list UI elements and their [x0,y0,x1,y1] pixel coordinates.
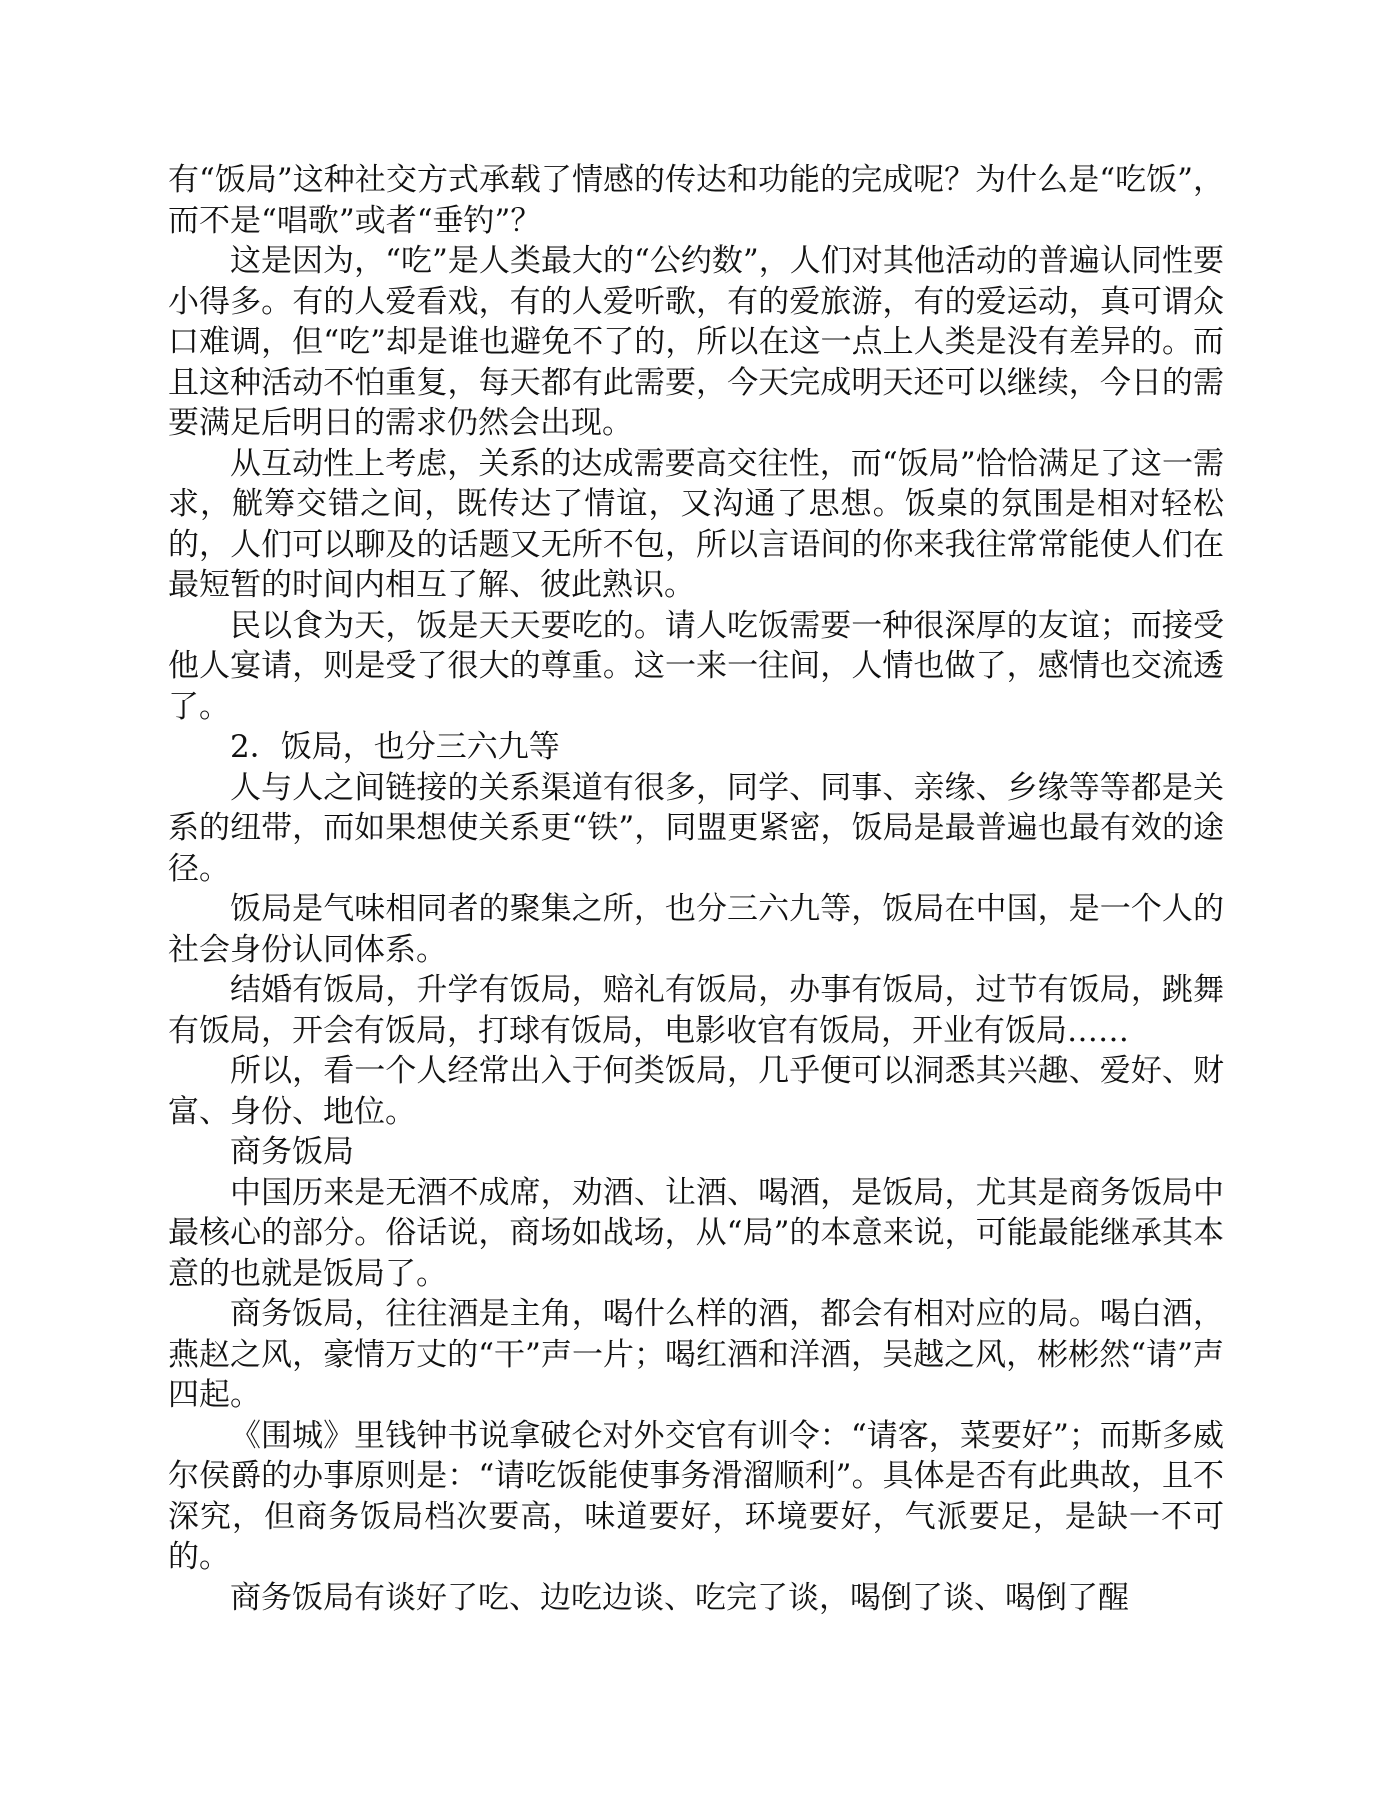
section-heading-2: 2．饭局，也分三六九等 [230,729,560,765]
paragraph-14: 商务饭局有谈好了吃、边吃边谈、吃完了谈，喝倒了谈、喝倒了醒 [230,1579,1129,1616]
paragraph-8: 结婚有饭局，升学有饭局，赔礼有饭局，办事有饭局，过节有饭局，跳舞有饭局，开会有饭局，打球有饭局，电影收官有饭局，开业有饭局…… [168,972,1224,1049]
paragraph-2: 这是因为，“吃”是人类最大的“公约数”，人们对其他活动的普遍认同性要小得多。有的人爱看戏，有的人爱听歌，有的爱旅游，有的爱运动，真可谓众口难调，但“吃”却是谁也避免不了的，所以在这一点上人类是没有差异的。而且这种活动不怕重复，每天都有此需要，今天完成明天还可以继续，今日的需要满足后明日的需求仍然会出现。 [168,243,1224,441]
paragraph-9: 所以，看一个人经常出入于何类饭局，几乎便可以洞悉其兴趣、爱好、财富、身份、地位。 [168,1053,1224,1130]
paragraph-4: 民以食为天，饭是天天要吃的。请人吃饭需要一种很深厚的友谊；而接受他人宴请，则是受了很大的尊重。这一来一往间，人情也做了，感情也交流透了。 [168,607,1224,725]
paragraph-3: 从互动性上考虑，关系的达成需要高交往性，而“饭局”恰恰满足了这一需求，觥筹交错之间，既传达了情谊，又沟通了思想。饭桌的氛围是相对轻松的，人们可以聊及的话题又无所不包，所以言语间的你来我往常常能使人们在最短暂的时间内相互了解、彼此熟识。 [168,445,1224,603]
paragraph-7: 饭局是气味相同者的聚集之所，也分三六九等，饭局在中国，是一个人的社会身份认同体系。 [168,891,1224,968]
paragraph-1: 有“饭局”这种社交方式承载了情感的传达和功能的完成呢？为什么是“吃饭”，而不是“唱歌”或者“垂钓”？ [168,162,1224,239]
paragraph-13: 《围城》里钱钟书说拿破仑对外交官有训令：“请客，菜要好”；而斯多威尔侯爵的办事原则是：“请吃饭能使事务滑溜顺利”。具体是否有此典故，且不深究，但商务饭局档次要高，味道要好，环境要好，气派要足，是缺一不可的。 [168,1417,1224,1575]
paragraph-6: 人与人之间链接的关系渠道有很多，同学、同事、亲缘、乡缘等等都是关系的纽带，而如果想使关系更“铁”，同盟更紧密，饭局是最普遍也最有效的途径。 [168,769,1224,887]
document-page [168,160,1224,1618]
subheading-business-dinner: 商务饭局 [230,1134,354,1170]
paragraph-12: 商务饭局，往往酒是主角，喝什么样的酒，都会有相对应的局。喝白酒，燕赵之风，豪情万丈的“干”声一片；喝红酒和洋酒，吴越之风，彬彬然“请”声四起。 [168,1296,1224,1413]
paragraph-11: 中国历来是无酒不成席，劝酒、让酒、喝酒，是饭局，尤其是商务饭局中最核心的部分。俗话说，商场如战场，从“局”的本意来说，可能最能继承其本意的也就是饭局了。 [168,1174,1224,1292]
